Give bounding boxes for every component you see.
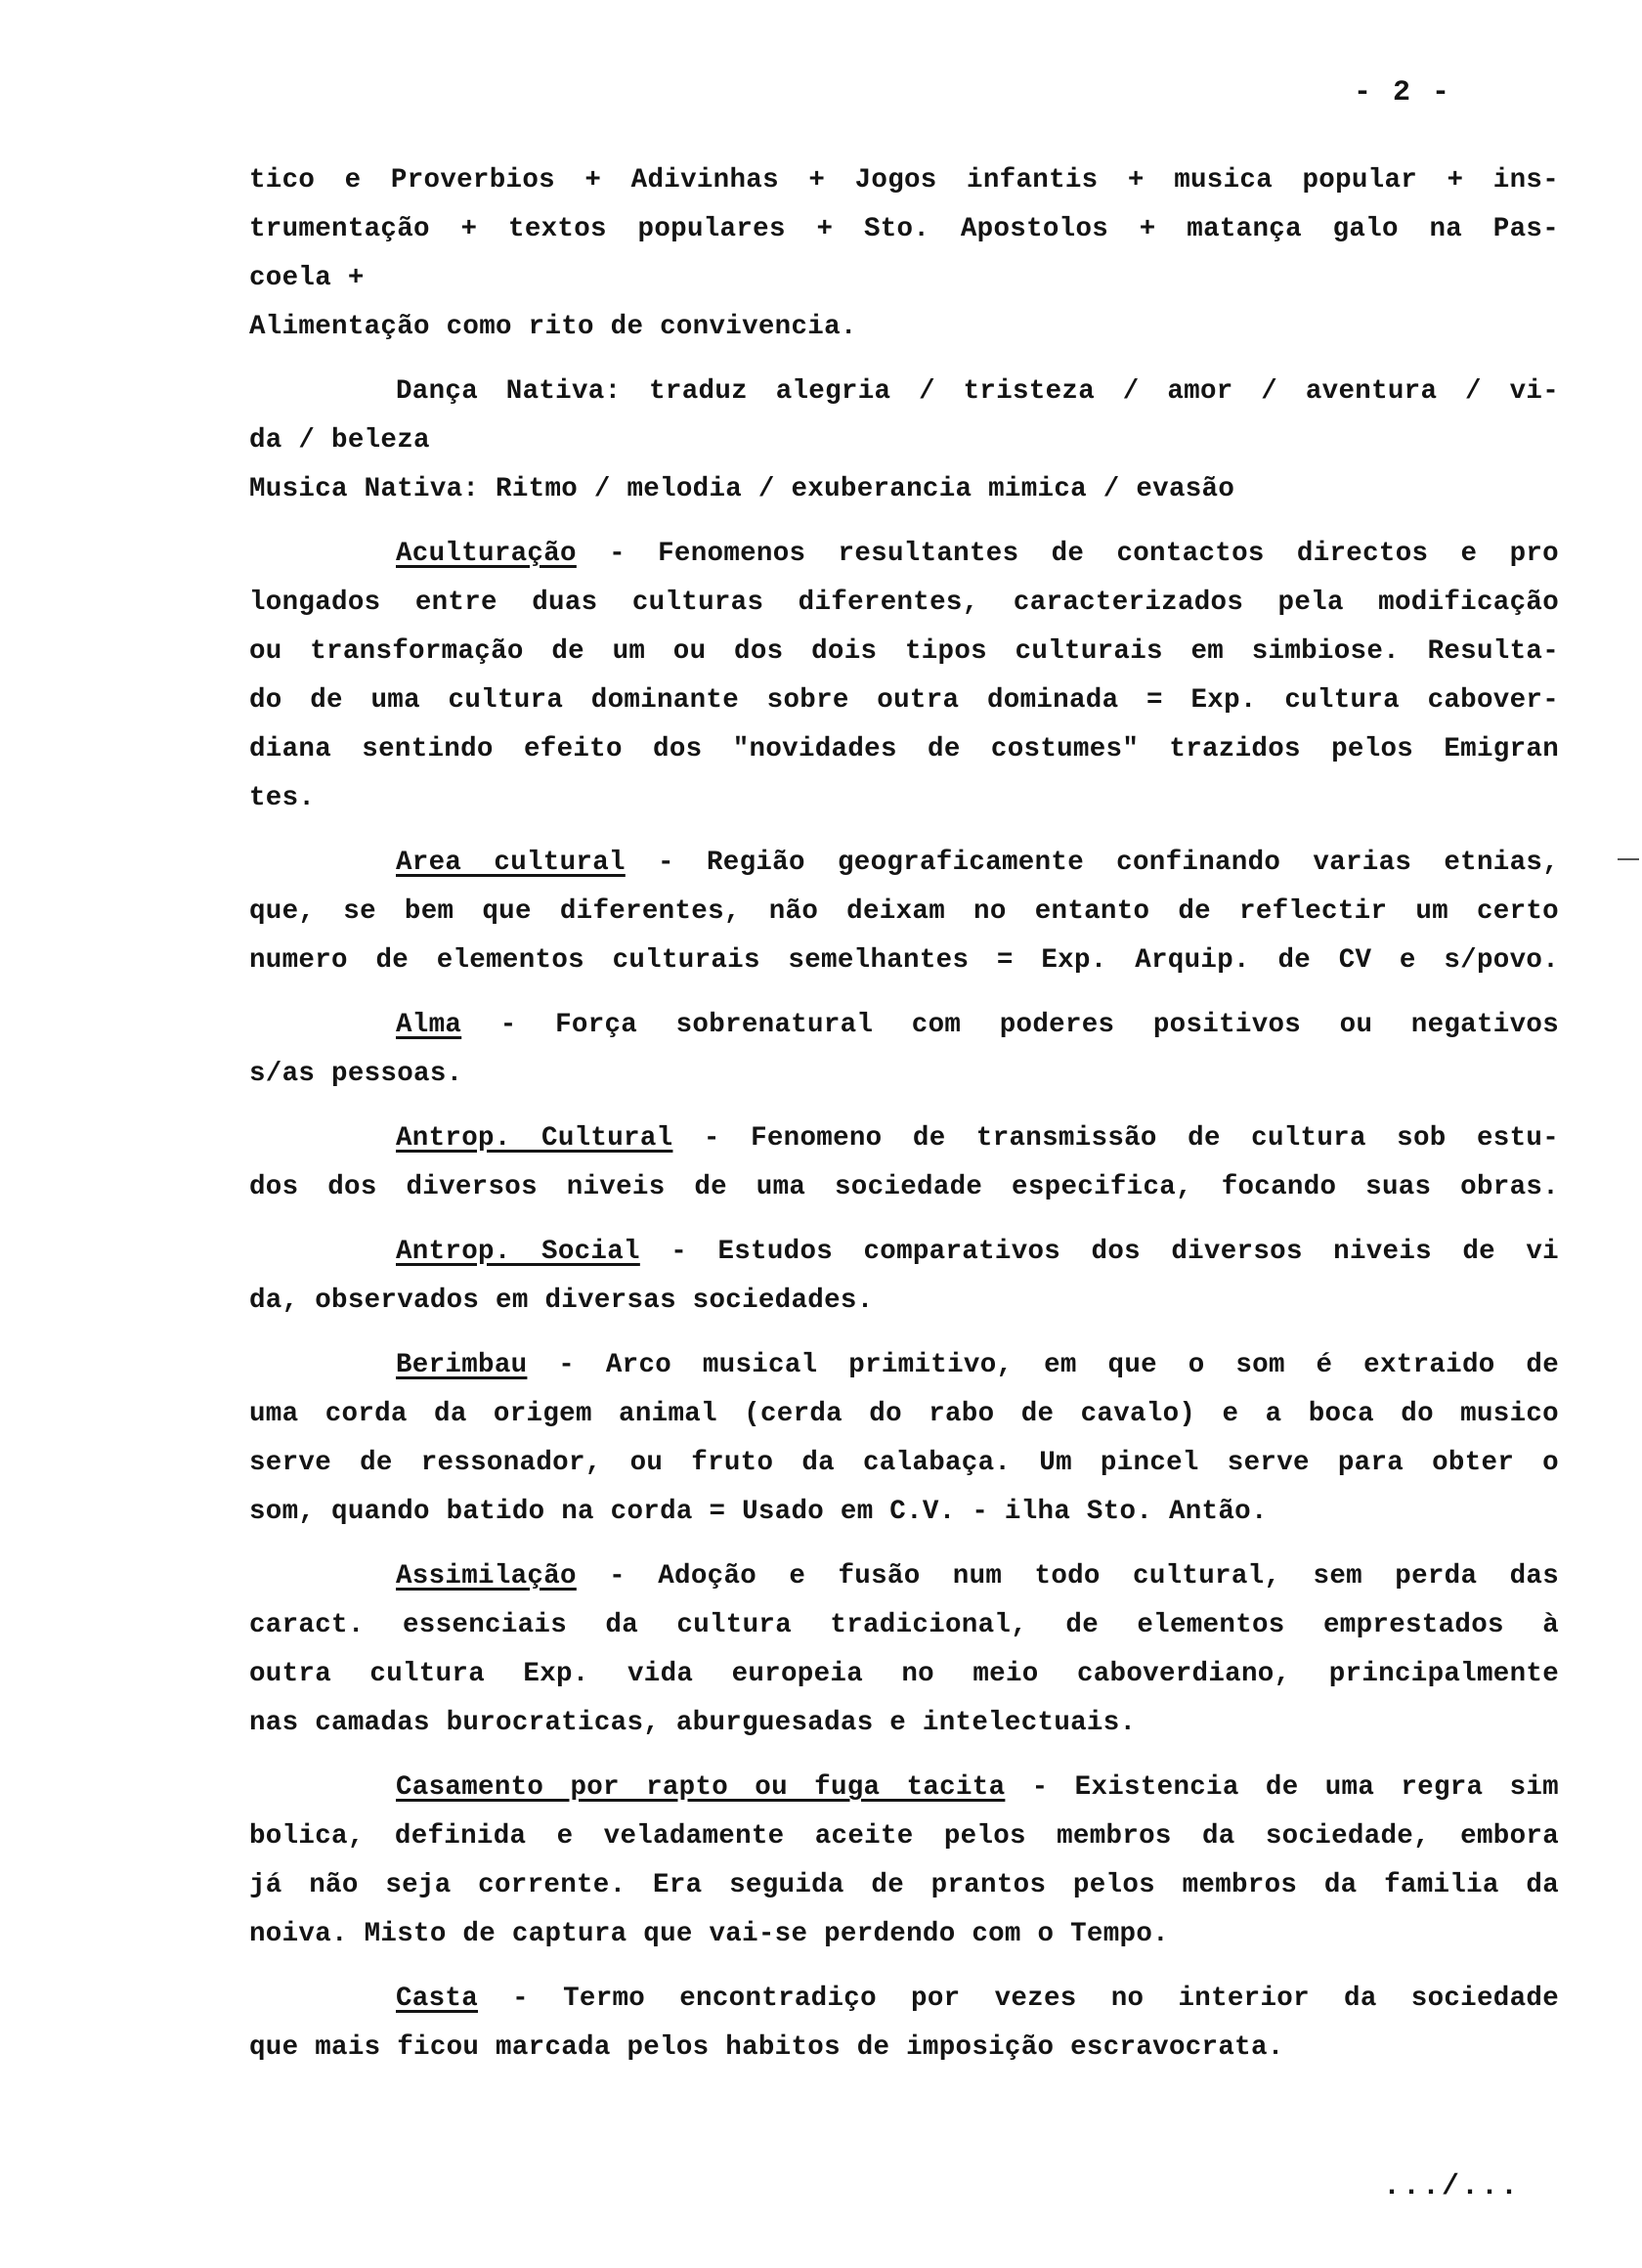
entry-definition-start: - Existencia de uma regra sim bbox=[1005, 1772, 1559, 1803]
entry-definition-start: - Força sobrenatural com poderes positivos ou negativos bbox=[461, 1010, 1559, 1040]
entry-alma bbox=[249, 1001, 1559, 1099]
entry-term: Alma bbox=[396, 1010, 462, 1040]
text-line: noiva. Misto de captura que vai-se perdendo com o Tempo. bbox=[249, 1919, 1169, 1949]
text-line: uma corda da origem animal (cerda do rabo de cavalo) e a boca do musico bbox=[249, 1399, 1559, 1429]
intro-paragraph bbox=[249, 156, 1559, 303]
entry-casamento bbox=[249, 1764, 1559, 1959]
entry-term: Aculturação bbox=[396, 539, 577, 569]
text-line: Musica Nativa: Ritmo / melodia / exuberancia mimica / evasão bbox=[249, 474, 1235, 504]
text-line: tico e Proverbios + Adivinhas + Jogos infantis + musica popular + ins- bbox=[249, 165, 1559, 196]
text-line: da, observados em diversas sociedades. bbox=[249, 1286, 874, 1316]
entry-aculturacao bbox=[249, 530, 1559, 823]
text-line: que mais ficou marcada pelos habitos de imposição escravocrata. bbox=[249, 2032, 1284, 2063]
entry-first-line bbox=[249, 1341, 1559, 1390]
entry-definition-start: - Fenomenos resultantes de contactos directos e pro bbox=[576, 539, 1559, 569]
text-line: longados entre duas culturas diferentes, caracterizados pela modificação bbox=[249, 588, 1559, 618]
text-line: som, quando batido na corda = Usado em C.V. - ilha Sto. Antão. bbox=[249, 1497, 1268, 1527]
entry-first-line bbox=[249, 1228, 1559, 1277]
entry-first-line bbox=[249, 1114, 1559, 1163]
text-line: ou transformação de um ou dos dois tipos culturais em simbiose. Resulta- bbox=[249, 636, 1559, 667]
text-line: coela + bbox=[249, 263, 365, 293]
entry-first-line bbox=[249, 530, 1559, 579]
entry-area-cultural bbox=[249, 839, 1559, 985]
page-number: - 2 - bbox=[1354, 76, 1452, 109]
entry-antrop-social bbox=[249, 1228, 1559, 1326]
text-line: bolica, definida e veladamente aceite pelos membros da sociedade, embora bbox=[249, 1821, 1559, 1852]
text-line: Alimentação como rito de convivencia. bbox=[249, 312, 857, 342]
text-line: da / beleza bbox=[249, 425, 430, 456]
text-line: tes. bbox=[249, 783, 316, 813]
entry-definition-start: - Região geograficamente confinando varias etnias, bbox=[625, 848, 1559, 878]
text-line: s/as pessoas. bbox=[249, 1059, 463, 1089]
entry-definition-start: - Termo encontradiço por vezes no interior da sociedade bbox=[478, 1984, 1559, 2014]
text-line: trumentação + textos populares + Sto. Apostolos + matança galo na Pas- bbox=[249, 214, 1559, 244]
entry-term: Area cultural bbox=[396, 848, 626, 878]
text-line: já não seja corrente. Era seguida de prantos pelos membros da familia da bbox=[249, 1870, 1559, 1900]
entry-term: Casamento por rapto ou fuga tacita bbox=[396, 1772, 1006, 1803]
text-line: Dança Nativa: traduz alegria / tristeza / amor / aventura / vi- bbox=[396, 376, 1559, 407]
text-line: do de uma cultura dominante sobre outra dominada = Exp. cultura cabover- bbox=[249, 685, 1559, 716]
entry-antrop-cultural bbox=[249, 1114, 1559, 1212]
entry-term: Antrop. Cultural bbox=[396, 1123, 673, 1154]
text-line: que, se bem que diferentes, não deixam no entanto de reflectir um certo bbox=[249, 896, 1559, 927]
entry-definition-start: - Fenomeno de transmissão de cultura sob estu- bbox=[672, 1123, 1559, 1154]
entry-term: Berimbau bbox=[396, 1350, 528, 1380]
text-line: caract. essenciais da cultura tradicional, de elementos emprestados à bbox=[249, 1610, 1559, 1640]
document-body bbox=[249, 156, 1559, 2072]
entry-definition-start: - Adoção e fusão num todo cultural, sem perda das bbox=[576, 1561, 1559, 1592]
text-line: dos dos diversos niveis de uma sociedade especifica, focando suas obras. bbox=[249, 1172, 1559, 1202]
entry-definition-start: - Arco musical primitivo, em que o som é extraido de bbox=[527, 1350, 1559, 1380]
entry-term: Antrop. Social bbox=[396, 1237, 640, 1267]
entry-first-line bbox=[249, 1001, 1559, 1050]
musica-line bbox=[249, 465, 1559, 514]
danca-paragraph bbox=[249, 368, 1559, 465]
entry-term: Assimilação bbox=[396, 1561, 577, 1592]
entry-first-line bbox=[249, 839, 1559, 888]
text-line: outra cultura Exp. vida europeia no meio caboverdiano, principalmente bbox=[249, 1659, 1559, 1689]
text-line: diana sentindo efeito dos "novidades de costumes" trazidos pelos Emigran bbox=[249, 734, 1559, 764]
continuation-marker: .../... bbox=[1383, 2170, 1521, 2203]
entry-first-line bbox=[249, 1764, 1559, 1812]
alimentacao-line bbox=[249, 303, 1559, 352]
text-line: serve de ressonador, ou fruto da calabaça. Um pincel serve para obter o bbox=[249, 1448, 1559, 1478]
entry-casta bbox=[249, 1975, 1559, 2072]
entry-term: Casta bbox=[396, 1984, 479, 2014]
text-line: nas camadas burocraticas, aburguesadas e intelectuais. bbox=[249, 1708, 1137, 1738]
entry-definition-start: - Estudos comparativos dos diversos niveis de vi bbox=[639, 1237, 1559, 1267]
entry-berimbau bbox=[249, 1341, 1559, 1537]
entry-first-line bbox=[249, 1975, 1559, 2024]
text-line: numero de elementos culturais semelhantes = Exp. Arquip. de CV e s/povo. bbox=[249, 945, 1559, 976]
entry-first-line bbox=[249, 1552, 1559, 1601]
entry-assimilacao bbox=[249, 1552, 1559, 1748]
margin-mark bbox=[1618, 858, 1639, 860]
